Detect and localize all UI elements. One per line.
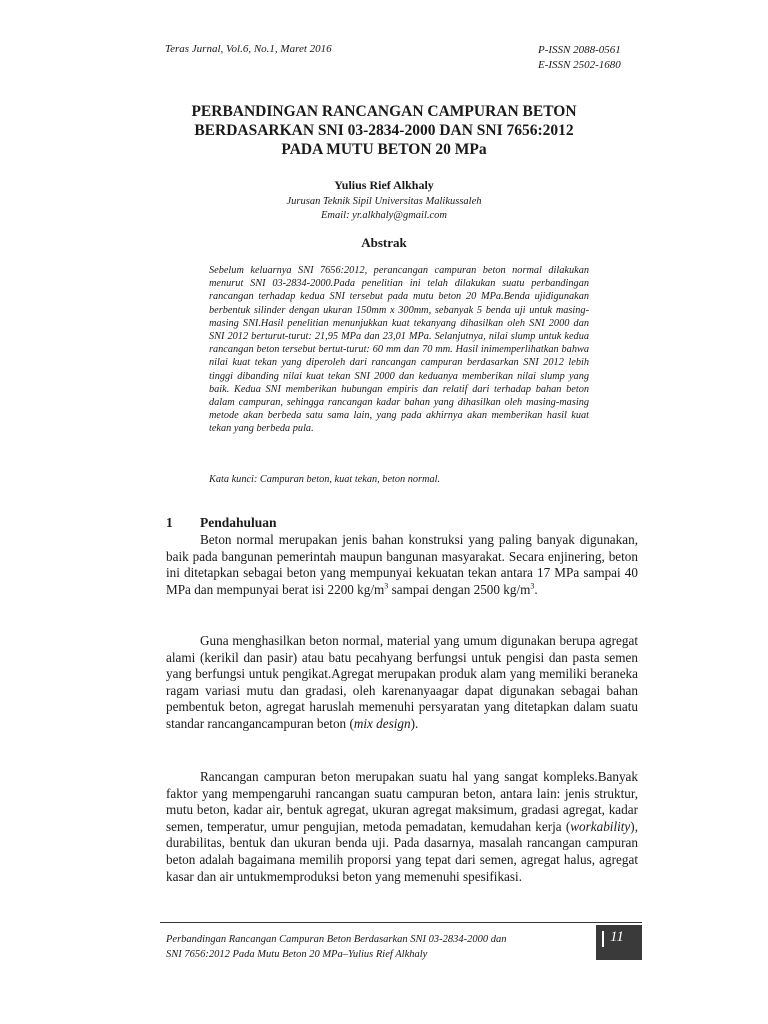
p1-sup-1: 3 [384,581,389,591]
page-number-bar [602,931,604,947]
p3-italic: workability [570,818,631,834]
footer-citation [166,932,586,962]
affiliation: Jurusan Teknik Sipil Universitas Malikussaleh [286,196,482,207]
footer-line-1: Perbandingan Rancangan Campuran Beton Berdasarkan SNI 03-2834-2000 dan [166,934,507,945]
issn-block [538,43,621,73]
abstract-text: Sebelum keluarnya SNI 7656:2012, perancangan campuran beton normal dilakukan menurut SNI 03-2834-2000.Pada penelitian ini telah dilakukan suatu perbandingan rancangan terhadap kedua SNI tersebut pada mutu beton 20 MPa.Benda ujidigunakan berbentuk silinder dengan ukuran 150mm x 300mm, sebanyak 5 benda uji untuk masing-masing SNI.Hasil penelitian menunjukkan kuat tekanyang dihasilkan oleh SNI 2000 dan SNI 2012 berturut-turut: 21,95 MPa dan 23,01 MPa. Selanjutnya, nilai slump untuk kedua rancangan beton tersebut bertut-turut: 60 mm dan 70 mm. Hasil inimemperlihatkan bahwa nilai kuat tekan yang diperoleh dari rancangan campuran berdasarkan SNI 2012 lebih tinggi dibanding nilai kuat tekan SNI 2000 dan keduanya memberikan nilai slump yang baik. Kedua SNI memberikan hubungan empiris dan relatif dari terhadap bahan beton dalam campuran, sehingga rancangan kadar bahan yang dihasilkan oleh masing-masing metode akan berbeda satu sama lain, yang pada akhirnya akan memberikan hasil kuat tekan yang berbeda pula. [209,265,589,435]
paragraph-1 [166,532,638,598]
footer-line-2: SNI 7656:2012 Pada Mutu Beton 20 MPa–Yulius Rief Alkhaly [166,949,428,960]
p1-text-a: Beton normal merupakan jenis bahan konstruksi yang paling banyak digunakan, baik pada bangunan pemerintah maupun bangunan masyarakat. Secara enjinering, beton ini ditetapkan sebagai beton yang mempunyai kekuatan tekan antara 17 MPa sampai 40 MPa dan mempunyai berat isi 2200 kg/m [166,532,638,597]
paper-title [150,102,618,159]
section-number: 1 [166,515,173,530]
pissn: P-ISSN 2088-0561 [538,44,621,56]
p2-text-a: Guna menghasilkan beton normal, material yang umum digunakan berupa agregat alami (kerikil dan pasir) atau batu pecahyang berfungsi untuk pengisi dan pasta semen yang berfungsi untuk pengikat.Agregat merupakan produk alam yang memiliki beraneka ragam variasi mutu dan gradasi, oleh karenanyaagar dapat digunakan sebagai bahan pembentuk beton, agregat haruslah memenuhi persyaratan yang ditetapkan dalam suatu standar rancangancampuran beton ( [166,633,638,731]
p2-text-b: ). [410,715,419,731]
affiliation-block [150,195,618,223]
p1-text-c: . [534,581,538,597]
footer-divider [160,922,642,923]
p3-text-a: Rancangan campuran beton merupakan suatu hal yang sangat kompleks.Banyak faktor yang mempengaruhi rancangan suatu campuran beton, antara lain: jenis struktur, mutu beton, kadar air, bentuk agregat, ukuran agregat maksimum, gradasi agregat, kadar semen, temperatur, umur pengujian, metoda pemadatan, kemudahan kerja ( [166,769,638,834]
title-line: BERDASARKAN SNI 03-2834-2000 DAN SNI 7656:2012 [194,122,574,139]
title-line: PADA MUTU BETON 20 MPa [281,141,487,158]
p2-italic: mix design [353,715,411,731]
title-line: PERBANDINGAN RANCANGAN CAMPURAN BETON [191,103,577,120]
author-name: Yulius Rief Alkhaly [334,178,434,192]
eissn: E-ISSN 2502-1680 [538,59,621,71]
keywords: Kata kunci: Campuran beton, kuat tekan, beton normal. [209,474,441,485]
section-title: Pendahuluan [200,515,277,530]
p1-text-b: sampai dengan 2500 kg/m [388,581,531,597]
paragraph-2 [166,633,638,733]
paragraph-3 [166,769,638,885]
page-number: 11 [610,929,624,945]
p1-sup-2: 3 [530,581,535,591]
journal-header: Teras Jurnal, Vol.6, No.1, Maret 2016 [165,43,332,55]
author-email: Email: yr.alkhaly@gmail.com [320,210,447,221]
abstract-heading: Abstrak [361,235,407,250]
p3-text-b: ), durabilitas, bentuk dan ukuran benda uji. Pada dasarnya, masalah rancangan campuran beton adalah bagaimana memilih proporsi yang tepat dari semen, agregat halus, agregat kasar dan air untukmemproduksi beton yang memenuhi spesifikasi. [166,818,638,884]
